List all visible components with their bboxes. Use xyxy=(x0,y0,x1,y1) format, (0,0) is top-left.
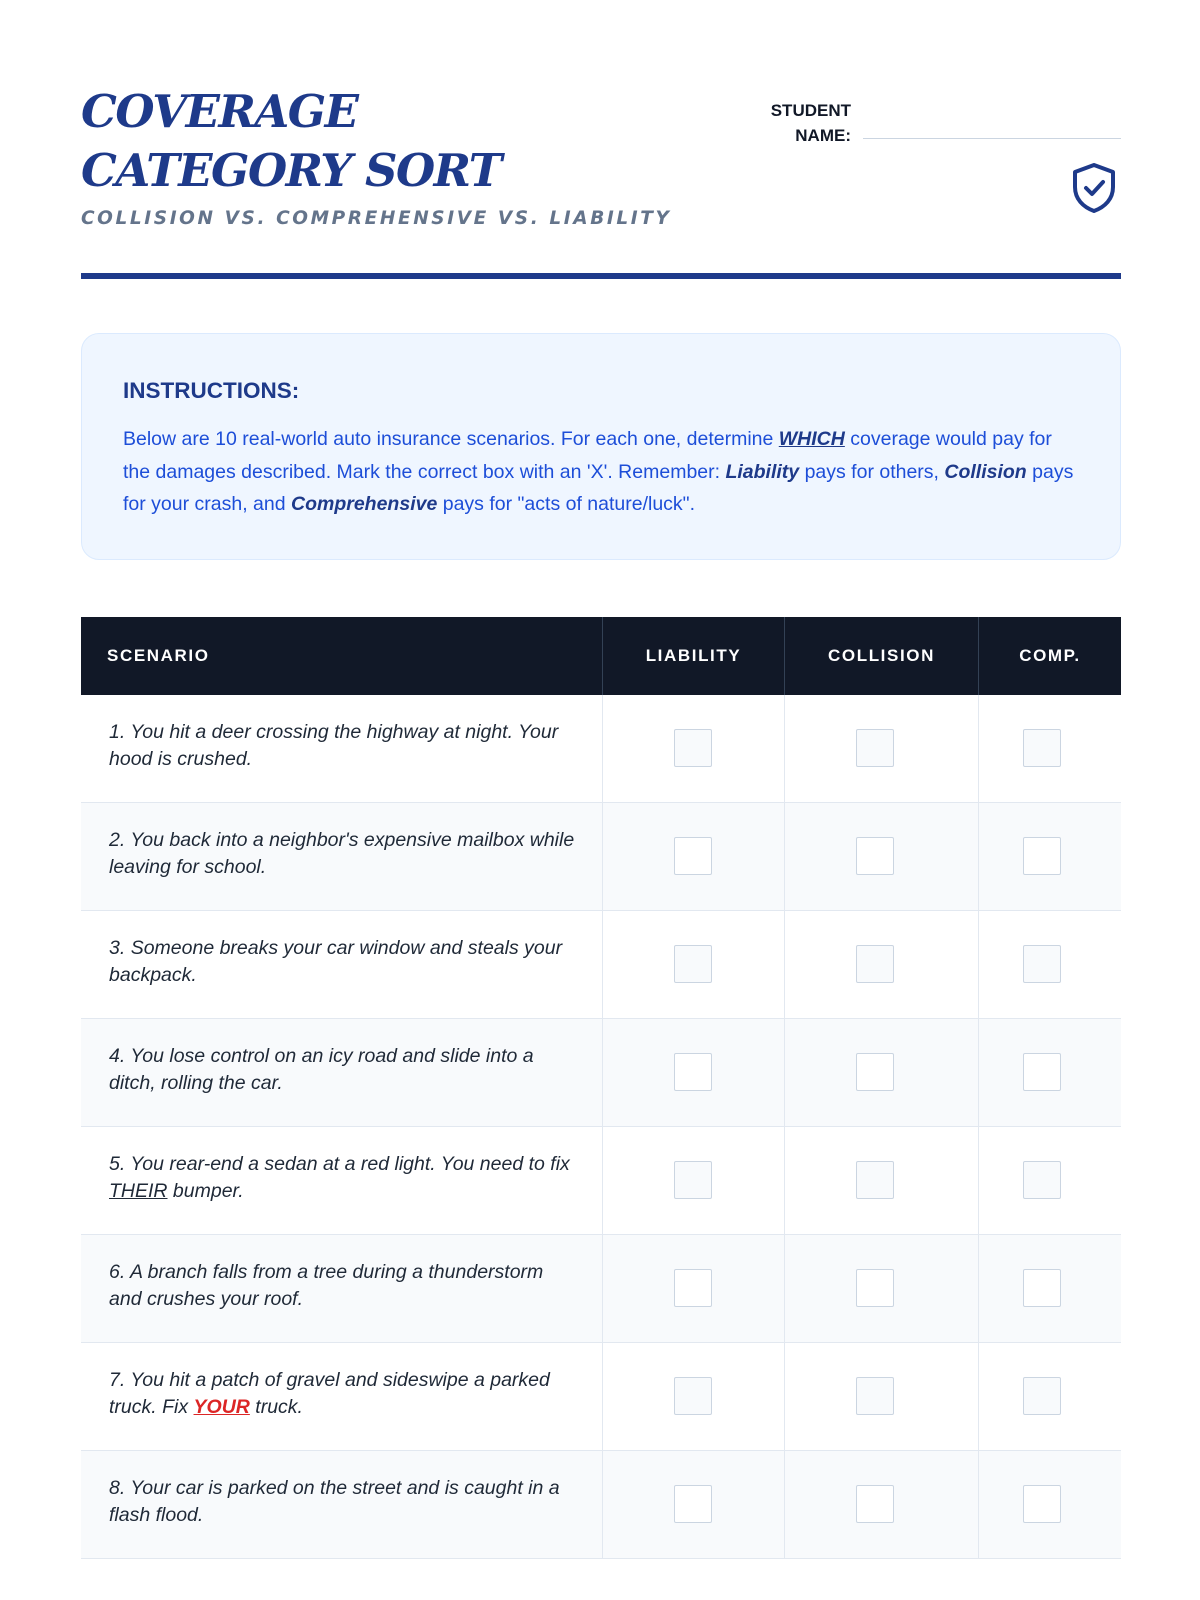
liability-checkbox[interactable] xyxy=(674,729,712,767)
column-header-collision: COLLISION xyxy=(784,617,978,695)
collision-checkbox[interactable] xyxy=(856,1053,894,1091)
liability-checkbox[interactable] xyxy=(674,1377,712,1415)
column-divider xyxy=(784,1235,785,1342)
liability-checkbox[interactable] xyxy=(674,1161,712,1199)
student-name-label-line2: NAME: xyxy=(795,126,851,145)
scenario-description: You hit a patch of gravel and sideswipe a parked truck. Fix xyxy=(109,1369,550,1418)
table-row xyxy=(81,911,1121,1019)
instructions-text-part: coverage would pay for the damages described. Mark the correct box with an 'X'. Remember: xyxy=(123,428,1052,483)
scenario-description: Someone breaks your car window and steals your backpack. xyxy=(109,937,563,986)
comprehensive-checkbox[interactable] xyxy=(1023,1053,1061,1091)
scenario-emphasis: THEIR xyxy=(109,1180,168,1202)
page-subtitle: COLLISION VS. COMPREHENSIVE VS. LIABILITY xyxy=(81,208,672,229)
column-divider xyxy=(784,1127,785,1234)
scenario-text xyxy=(109,1151,579,1205)
collision-checkbox[interactable] xyxy=(856,945,894,983)
scenario-number: 4. xyxy=(109,1045,126,1067)
column-divider xyxy=(784,1451,785,1558)
instructions-text-part: pays for your crash, and xyxy=(123,460,1074,515)
column-divider xyxy=(784,803,785,910)
column-divider xyxy=(602,1343,603,1450)
scenario-text xyxy=(109,719,579,773)
column-divider xyxy=(784,695,785,802)
comprehensive-checkbox[interactable] xyxy=(1023,1377,1061,1415)
column-divider xyxy=(602,1235,603,1342)
keyword-which: WHICH xyxy=(778,428,845,450)
collision-checkbox[interactable] xyxy=(856,1269,894,1307)
comprehensive-checkbox[interactable] xyxy=(1023,945,1061,983)
keyword-liability: Liability xyxy=(725,460,800,483)
column-divider xyxy=(602,695,603,802)
column-divider xyxy=(978,1343,979,1450)
column-divider xyxy=(978,911,979,1018)
scenario-description: You hit a deer crossing the highway at night. Your hood is crushed. xyxy=(109,721,559,770)
scenario-text xyxy=(109,1367,579,1421)
table-row xyxy=(81,803,1121,911)
liability-checkbox[interactable] xyxy=(674,837,712,875)
column-divider xyxy=(978,1451,979,1558)
table-row xyxy=(81,1451,1121,1559)
scenario-number: 2. xyxy=(109,829,126,851)
instructions-text xyxy=(123,423,1083,521)
liability-checkbox[interactable] xyxy=(674,1485,712,1523)
liability-checkbox[interactable] xyxy=(674,1053,712,1091)
column-divider xyxy=(602,1127,603,1234)
scenario-number: 7. xyxy=(109,1369,126,1391)
column-divider xyxy=(978,1127,979,1234)
column-divider xyxy=(978,1235,979,1342)
scenario-description: You back into a neighbor's expensive mailbox while leaving for school. xyxy=(109,829,575,878)
scenario-description: You rear-end a sedan at a red light. You need to fix xyxy=(130,1153,570,1175)
keyword-comprehensive: Comprehensive xyxy=(291,493,438,515)
table-row xyxy=(81,1127,1121,1235)
scenario-number: 1. xyxy=(109,721,126,743)
scenario-description: Your car is parked on the street and is caught in a flash flood. xyxy=(109,1477,560,1526)
column-header-liability: LIABILITY xyxy=(602,617,784,695)
table-row xyxy=(81,695,1121,803)
table-header xyxy=(81,617,1121,695)
comprehensive-checkbox[interactable] xyxy=(1023,1485,1061,1523)
collision-checkbox[interactable] xyxy=(856,1485,894,1523)
comprehensive-checkbox[interactable] xyxy=(1023,1161,1061,1199)
column-divider xyxy=(784,1343,785,1450)
table-body xyxy=(81,695,1121,1559)
keyword-collision: Collision xyxy=(944,460,1027,483)
scenario-number: 3. xyxy=(109,937,126,959)
column-divider xyxy=(978,695,979,802)
scenario-text xyxy=(109,1475,579,1529)
column-header-comprehensive: COMP. xyxy=(978,617,1121,695)
instructions-text-part: pays for "acts of nature/luck". xyxy=(437,493,696,515)
column-divider xyxy=(784,911,785,1018)
column-divider xyxy=(602,1019,603,1126)
table-row xyxy=(81,1019,1121,1127)
liability-checkbox[interactable] xyxy=(674,1269,712,1307)
collision-checkbox[interactable] xyxy=(856,837,894,875)
header-divider xyxy=(81,273,1121,279)
liability-checkbox[interactable] xyxy=(674,945,712,983)
column-divider xyxy=(602,1451,603,1558)
column-divider xyxy=(602,803,603,910)
scenario-text xyxy=(109,827,579,881)
shield-check-icon xyxy=(1070,162,1118,214)
comprehensive-checkbox[interactable] xyxy=(1023,837,1061,875)
column-divider xyxy=(784,1019,785,1126)
column-divider xyxy=(978,803,979,910)
table-row xyxy=(81,1343,1121,1451)
column-divider xyxy=(978,1019,979,1126)
page-title: COVERAGE CATEGORY SORT xyxy=(81,85,501,197)
comprehensive-checkbox[interactable] xyxy=(1023,729,1061,767)
scenario-description-end: truck. xyxy=(249,1396,303,1418)
scenario-table xyxy=(81,617,1121,1559)
table-row xyxy=(81,1235,1121,1343)
instructions-panel xyxy=(81,333,1121,560)
scenario-text xyxy=(109,935,579,989)
scenario-number: 5. xyxy=(109,1153,126,1175)
scenario-number: 8. xyxy=(109,1477,126,1499)
student-name-label-line1: STUDENT xyxy=(770,101,851,120)
scenario-number: 6. xyxy=(109,1261,126,1283)
scenario-emphasis: YOUR xyxy=(193,1396,250,1418)
student-name-label xyxy=(741,98,851,148)
collision-checkbox[interactable] xyxy=(856,729,894,767)
scenario-text xyxy=(109,1043,579,1097)
student-name-field[interactable] xyxy=(863,138,1121,139)
collision-checkbox[interactable] xyxy=(856,1161,894,1199)
column-divider xyxy=(602,911,603,1018)
instructions-title: INSTRUCTIONS: xyxy=(123,378,300,403)
scenario-text xyxy=(109,1259,579,1313)
worksheet-page xyxy=(81,0,1121,1526)
scenario-description-end: bumper. xyxy=(167,1180,244,1202)
instructions-text-part: Below are 10 real-world auto insurance scenarios. For each one, determine xyxy=(123,428,779,450)
scenario-description: You lose control on an icy road and slide into a ditch, rolling the car. xyxy=(109,1045,534,1094)
collision-checkbox[interactable] xyxy=(856,1377,894,1415)
worksheet-header xyxy=(81,0,1121,280)
comprehensive-checkbox[interactable] xyxy=(1023,1269,1061,1307)
column-header-scenario: SCENARIO xyxy=(107,646,210,665)
instructions-text-part: pays for others, xyxy=(799,460,945,483)
scenario-description: A branch falls from a tree during a thunderstorm and crushes your roof. xyxy=(109,1261,544,1310)
